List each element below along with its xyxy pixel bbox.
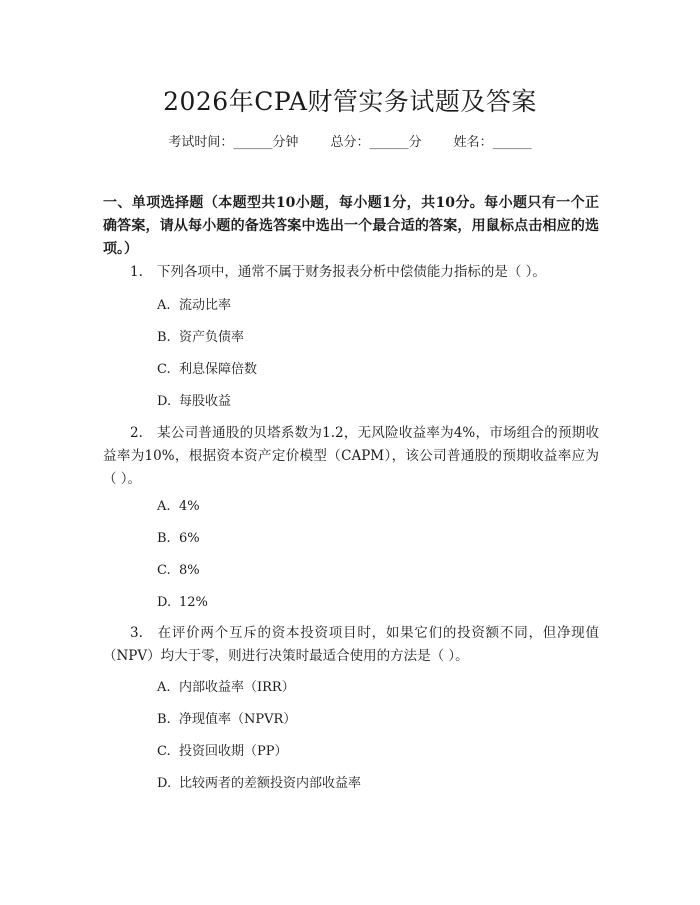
exam-name: 姓名：______: [453, 135, 532, 150]
exam-meta: [0, 131, 700, 150]
question-number: 1.: [130, 264, 143, 280]
option-text: 资产负债率: [179, 330, 245, 345]
option-2d[interactable]: [157, 593, 208, 613]
option-letter: B.: [157, 531, 171, 546]
option-text: 4%: [179, 499, 200, 514]
option-text: 每股收益: [179, 394, 232, 409]
question-1: [103, 261, 599, 284]
option-text: 6%: [179, 531, 200, 546]
option-letter: D.: [157, 776, 172, 791]
option-1c[interactable]: [157, 360, 257, 380]
option-1d[interactable]: [157, 392, 231, 412]
question-3: [103, 622, 599, 668]
option-letter: B.: [157, 712, 171, 727]
option-3b[interactable]: [157, 710, 296, 730]
option-letter: A.: [157, 499, 171, 514]
option-text: 内部收益率（IRR）: [179, 680, 295, 695]
option-2b[interactable]: [157, 529, 200, 549]
option-letter: C.: [157, 563, 171, 578]
option-letter: C.: [157, 744, 171, 759]
option-2c[interactable]: [157, 561, 200, 581]
question-number: 3.: [130, 625, 143, 641]
option-text: 12%: [179, 595, 208, 610]
option-text: 净现值率（NPVR）: [179, 712, 297, 727]
option-text: 利息保障倍数: [179, 362, 258, 377]
option-letter: A.: [157, 680, 171, 695]
question-text: 下列各项中，通常不属于财务报表分析中偿债能力指标的是（ ）。: [156, 264, 546, 280]
exam-total-score: 总分：______分: [330, 135, 422, 150]
option-text: 投资回收期（PP）: [179, 744, 288, 759]
question-text: 在评价两个互斥的资本投资项目时，如果它们的投资额不同，但净现值（NPV）均大于零，则进行决策时最适合使用的方法是（ ）。: [103, 625, 599, 664]
option-letter: A.: [157, 298, 171, 313]
option-1a[interactable]: [157, 296, 231, 316]
option-1b[interactable]: [157, 328, 244, 348]
question-2: [103, 422, 599, 491]
option-3d[interactable]: [157, 774, 361, 794]
option-text: 流动比率: [179, 298, 232, 313]
option-text: 8%: [179, 563, 200, 578]
exam-time: 考试时间：______分钟: [168, 135, 299, 150]
option-letter: D.: [157, 394, 172, 409]
option-letter: C.: [157, 362, 171, 377]
question-text: 某公司普通股的贝塔系数为1.2，无风险收益率为4%，市场组合的预期收益率为10%，根据资本资产定价模型（CAPM），该公司普通股的预期收益率应为（ ）。: [103, 425, 599, 487]
option-text: 比较两者的差额投资内部收益率: [179, 776, 362, 791]
option-letter: B.: [157, 330, 171, 345]
page-title: 2026年CPA财管实务试题及答案: [163, 87, 537, 116]
option-3c[interactable]: [157, 742, 288, 762]
option-letter: D.: [157, 595, 172, 610]
option-2a[interactable]: [157, 497, 200, 517]
option-3a[interactable]: [157, 678, 295, 698]
section-heading: 一、单项选择题（本题型共10小题，每小题1分，共10分。每小题只有一个正确答案，请从每小题的备选答案中选出一个最合适的答案，用鼠标点击相应的选项。）: [103, 195, 599, 257]
question-number: 2.: [130, 425, 143, 441]
